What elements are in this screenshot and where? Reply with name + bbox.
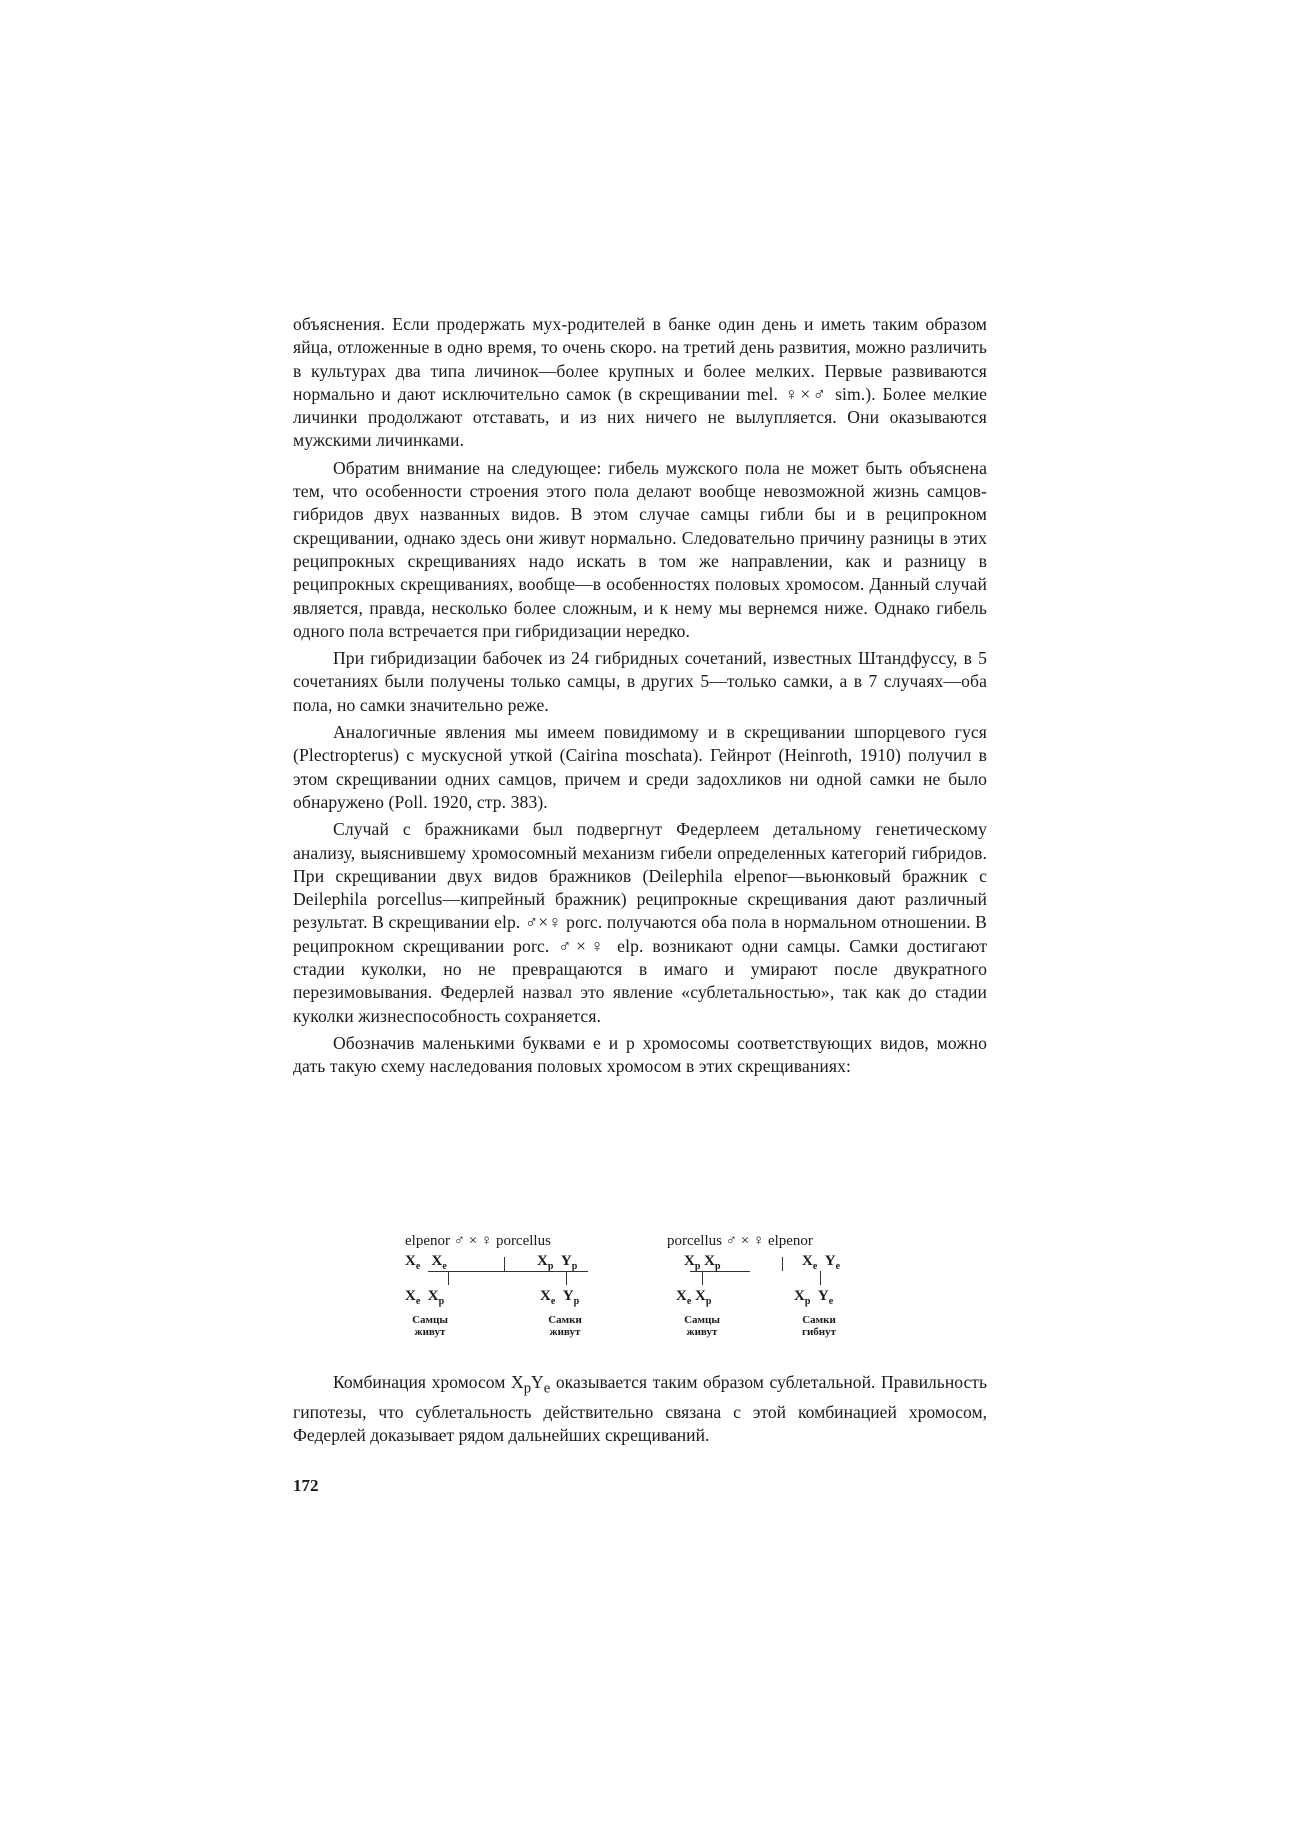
descent-line xyxy=(702,1271,703,1285)
label-males-live: Самцы живут xyxy=(412,1314,448,1338)
divider-bar xyxy=(782,1257,783,1271)
child-female-chromosomes: $X_p$ $Y_e$ xyxy=(794,1288,834,1307)
descent-line xyxy=(448,1271,449,1285)
child-male-chromosomes: $X_e$ $X_p$ xyxy=(676,1288,712,1307)
cross-line-bar xyxy=(690,1271,750,1272)
paragraph-5: Случай с бражниками был подвергнут Федерлеем детальному генетическому анализу, выяснившему хромосомный механизм гибели определенных категорий гибридов. При скрещивании двух видов бражников (Deilephila elpenor—вьюнковый бражник с Deilephila porcellus—кипрейный бражник) реципрокные скрещивания дают различный результат. В скрещивании elp. ♂×♀ porc. получаются оба пола в нормальном отношении. В реципрокном скрещивании porc. ♂×♀ elp. возникают одни самцы. Самки достигают стадии куколки, но не превращаются в имаго и умирают после двукратного перезимовывания. Федерлей назвал это явление «сублетальностью», так как до стадии куколки жизнеспособность сохраняется. xyxy=(293,819,987,1026)
parent-female-chromosomes: $X_p$ $Y_p$ xyxy=(537,1253,578,1272)
child-female-chromosomes: $X_e$ $Y_p$ xyxy=(540,1288,580,1307)
conclusion-text: Комбинация хромосом $X_pY_e$ оказывается таким образом сублетальной. Правильность гипотезы, что сублетальность действительно связана с этой комбинацией хромосом, Федерлей доказывает рядом дальнейших скрещиваний. xyxy=(293,1372,987,1446)
cross-line-bar xyxy=(428,1271,588,1272)
conclusion-paragraph xyxy=(293,1371,987,1447)
label-females-die: Самки гибнут xyxy=(801,1314,837,1338)
main-text xyxy=(293,313,987,1083)
parent-male-chromosomes: $X_p$ $X_p$ xyxy=(684,1253,721,1272)
child-male-chromosomes: $X_e$ $X_p$ xyxy=(405,1288,445,1307)
cross-elpenor-male xyxy=(400,1233,650,1353)
descent-line xyxy=(820,1271,821,1285)
paragraph-1: объяснения. Если продержать мух-родителей в банке один день и иметь таким образом яйца, отложенные в одно время, то очень скоро. на третий день развития, можно различить в культурах два типа личинок—более крупных и более мелких. Первые развиваются нормально и дают исключительно самок (в скрещивании mel. ♀×♂ sim.). Более мелкие личинки продолжают отставать, и из них ничего не вылупляется. Они оказываются мужскими личинками. xyxy=(293,314,987,451)
paragraph-6: Обозначив маленькими буквами e и p хромосомы соответствующих видов, можно дать такую схему наследования половых хромосом в этих скрещиваниях: xyxy=(293,1032,987,1077)
chromosome-inheritance-diagram xyxy=(400,1233,920,1353)
divider-bar xyxy=(504,1257,505,1271)
paragraph-4: Аналогичные явления мы имеем повидимому и в скрещивании шпорцевого гуся (Plectropterus) с мускусной уткой (Cairina moschata). Гейнрот (Heinroth, 1910) получил в этом скрещивании одних самцов, причем и среди задохликов ни одной самки не было обнаружено (Poll. 1920, стр. 383). xyxy=(293,722,987,812)
label-females-live: Самки живут xyxy=(548,1314,582,1338)
parent-male-chromosomes: $X_e$ $X_e$ xyxy=(405,1253,447,1272)
descent-line xyxy=(566,1271,567,1285)
page-number: 172 xyxy=(293,1476,319,1495)
parent-female-chromosomes: $X_e$ $Y_e$ xyxy=(802,1253,841,1272)
cross-formula: elpenor ♂ × ♀ porcellus xyxy=(405,1233,551,1249)
cross-porcellus-male xyxy=(662,1233,912,1353)
cross-formula: porcellus ♂ × ♀ elpenor xyxy=(667,1233,813,1249)
label-males-live: Самцы живут xyxy=(684,1314,720,1338)
paragraph-3: При гибридизации бабочек из 24 гибридных сочетаний, известных Штандфуссу, в 5 сочетаниях были получены только самцы, в других 5—только самки, а в 7 случаях—оба пола, но самки значительно реже. xyxy=(293,648,987,715)
paragraph-2: Обратим внимание на следующее: гибель мужского пола не может быть объяснена тем, что особенности строения этого пола делают вообще невозможной жизнь самцов-гибридов двух названных видов. В этом случае самцы гибли бы и в реципрокном скрещивании, однако здесь они живут нормально. Следовательно причину разницы в этих реципрокных скрещиваниях надо искать в том же направлении, как и разницу в реципрокных скрещиваниях, вообще—в особенностях половых хромосом. Данный случай является, правда, несколько более сложным, и к нему мы вернемся ниже. Однако гибель одного пола встречается при гибридизации нередко. xyxy=(293,457,987,641)
